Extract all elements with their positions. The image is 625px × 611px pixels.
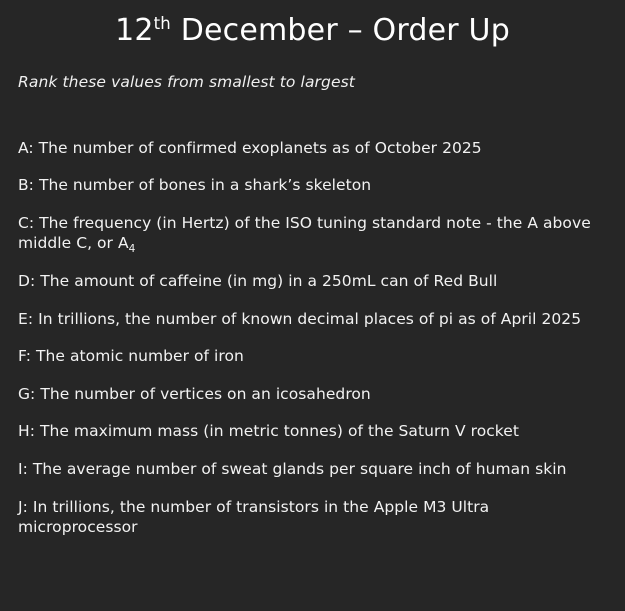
item-list (18, 138, 607, 538)
list-item (18, 138, 607, 159)
item-label: G: (18, 384, 36, 403)
item-label: J: (18, 497, 28, 516)
list-item (18, 309, 607, 330)
item-text: In trillions, the number of transistors in the Apple M3 Ultra microprocessor (18, 497, 490, 537)
list-item (18, 213, 607, 254)
item-text: The frequency (in Hertz) of the ISO tuning standard note - the A above middle C, or A (18, 213, 591, 253)
item-label: E: (18, 309, 34, 328)
item-label: A: (18, 138, 34, 157)
item-text: The number of confirmed exoplanets as of October 2025 (38, 138, 482, 157)
item-label: D: (18, 271, 36, 290)
item-label: C: (18, 213, 35, 232)
item-label: I: (18, 459, 28, 478)
list-item (18, 175, 607, 196)
list-item (18, 384, 607, 405)
title-rest: December – Order Up (170, 13, 510, 48)
item-text: The maximum mass (in metric tonnes) of the Saturn V rocket (39, 422, 519, 441)
item-label: F: (18, 347, 32, 366)
title-ordinal: th (153, 14, 171, 33)
list-item (18, 459, 607, 480)
item-text: The number of bones in a shark’s skeleton (38, 176, 372, 195)
list-item (18, 421, 607, 442)
list-item (18, 271, 607, 292)
item-label: B: (18, 176, 34, 195)
item-text: The atomic number of iron (36, 347, 244, 366)
title-day: 12 (115, 13, 154, 48)
item-text: The average number of sweat glands per square inch of human skin (32, 459, 567, 478)
item-text: In trillions, the number of known decimal places of pi as of April 2025 (38, 309, 582, 328)
list-item (18, 497, 607, 538)
item-label: H: (18, 422, 35, 441)
instruction-text: Rank these values from smallest to largest (18, 72, 355, 91)
item-text: The amount of caffeine (in mg) in a 250mL can of Red Bull (40, 271, 498, 290)
item-subscript: 4 (128, 243, 136, 256)
item-text: The number of vertices on an icosahedron (40, 384, 371, 403)
page-title (18, 14, 607, 49)
list-item (18, 346, 607, 367)
